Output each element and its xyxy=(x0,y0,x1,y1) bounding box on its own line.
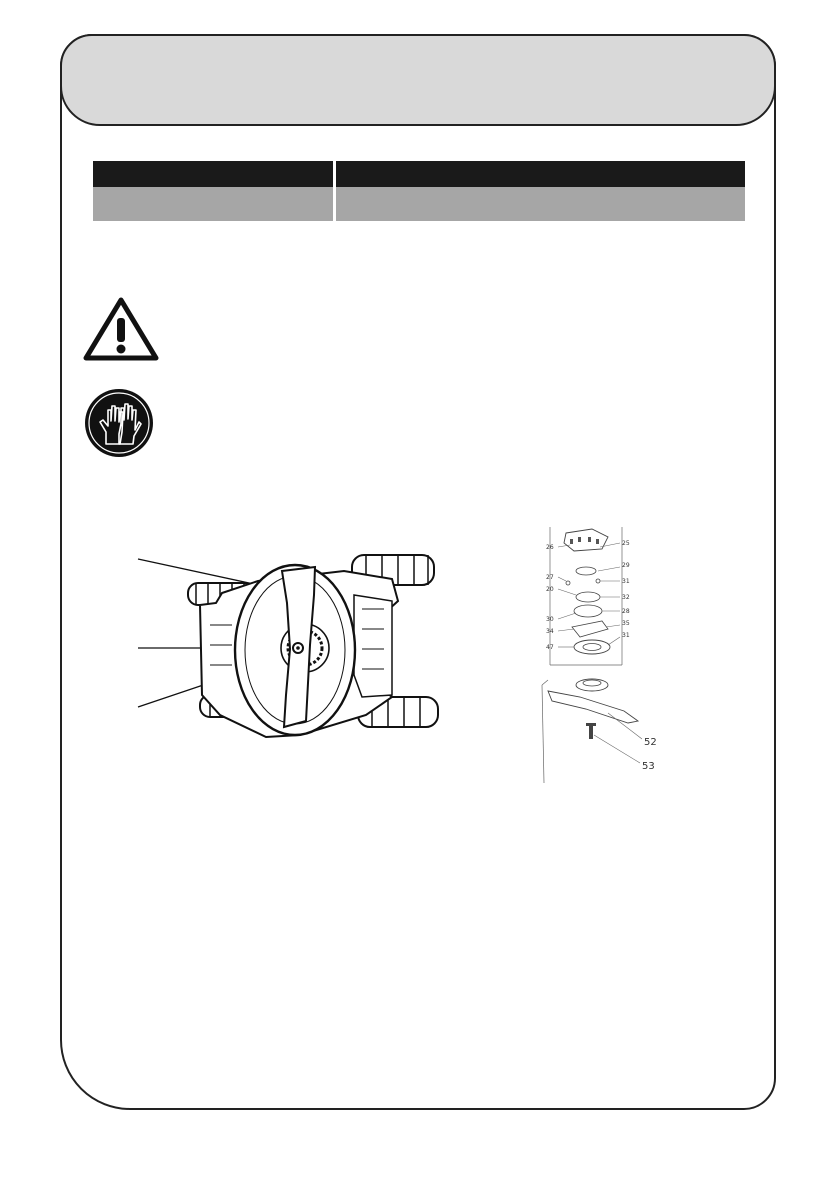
spec-table-row xyxy=(93,187,745,221)
part-number: 26 xyxy=(546,544,554,551)
spec-table-cell xyxy=(93,187,335,221)
wear-gloves-icon xyxy=(84,388,154,458)
spec-table-header xyxy=(93,161,745,187)
part-number: 31 xyxy=(622,632,630,639)
part-number: 32 xyxy=(622,594,630,601)
part-number: 30 xyxy=(546,616,554,623)
spec-table xyxy=(93,161,745,221)
mower-underside-diagram xyxy=(130,545,450,770)
exploded-parts-diagram xyxy=(540,525,670,783)
part-number: 47 xyxy=(546,644,554,651)
part-number: 29 xyxy=(622,562,630,569)
part-number: 53 xyxy=(642,761,655,772)
spec-table-header-cell xyxy=(93,161,335,187)
section-header-banner xyxy=(60,34,776,126)
warning-triangle-icon xyxy=(83,296,159,362)
part-number: 52 xyxy=(644,737,657,748)
part-number: 27 xyxy=(546,574,554,581)
part-number: 25 xyxy=(622,540,630,547)
spec-table-cell xyxy=(335,187,746,221)
part-number: 31 xyxy=(622,578,630,585)
part-number: 28 xyxy=(622,608,630,615)
spec-table-header-cell xyxy=(335,161,746,187)
part-number: 34 xyxy=(546,628,554,635)
part-number: 20 xyxy=(546,586,554,593)
part-number: 35 xyxy=(622,620,630,627)
